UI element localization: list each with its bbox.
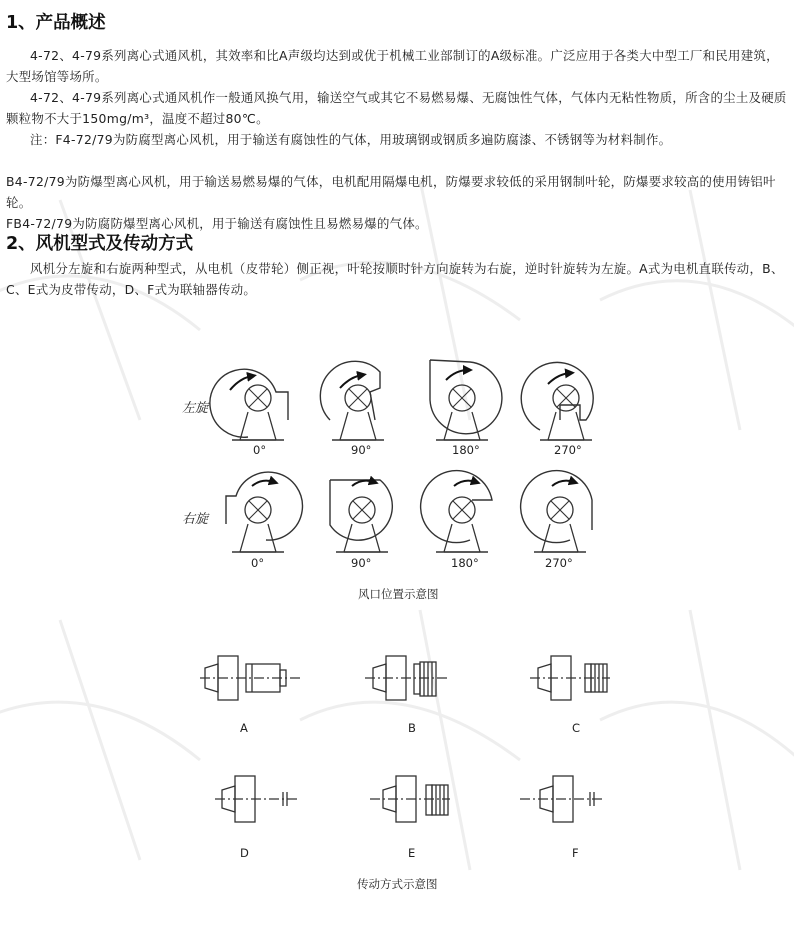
section-1-paragraph-2: 4-72、4-79系列离心式通风机作一般通风换气用，输送空气或其它不易燃易爆、无腐蚀性气体，气体内无粘性物质，所含的尘土及硬质颗粒物不大于150mg/m³，温度不超过80℃。 <box>6 90 787 126</box>
drive-label-a: A <box>240 721 248 735</box>
angle-label-left-90: 90° <box>351 443 372 457</box>
drive-e <box>370 776 450 822</box>
drive-f <box>520 776 605 822</box>
angle-label-left-180: 180° <box>452 443 480 457</box>
drive-label-e: E <box>408 846 416 860</box>
drive-label-b: B <box>408 721 416 735</box>
angle-label-right-0: 0° <box>251 556 265 570</box>
left-rotation-label: 左旋 <box>182 401 209 416</box>
right-rotation-label: 右旋 <box>182 512 209 527</box>
section-2-title: 2、风机型式及传动方式 <box>6 234 194 254</box>
drive-a <box>200 656 300 700</box>
drive-c <box>530 656 610 700</box>
section-1-note-fb: FB4-72/79为防腐防爆型离心风机，用于输送有腐蚀性且易燃易爆的气体。 <box>6 216 428 231</box>
drive-diagram-caption: 传动方式示意图 <box>357 877 438 891</box>
drive-label-f: F <box>572 846 579 860</box>
drive-d <box>215 776 300 822</box>
section-1-paragraph-1: 4-72、4-79系列离心式通风机，其效率和比A声级均达到或优于机械工业部制订的A级标准。广泛应用于各类大中型工厂和民用建筑，大型场馆等场所。 <box>6 48 779 84</box>
drive-label-c: C <box>572 721 581 735</box>
angle-label-left-0: 0° <box>253 443 267 457</box>
outlet-diagram-caption: 风口位置示意图 <box>358 587 439 601</box>
angle-label-right-270: 270° <box>545 556 573 570</box>
section-1-note-f: 注：F4-72/79为防腐型离心风机，用于输送有腐蚀性的气体，用玻璃钢或钢质多遍防腐漆、不锈钢等为材料制作。 <box>30 132 672 147</box>
drive-b <box>365 656 448 700</box>
section-1-note-b: B4-72/79为防爆型离心风机，用于输送易燃易爆的气体，电机配用隔爆电机，防爆要求较低的采用钢制叶轮，防爆要求较高的使用铸铝叶轮。 <box>6 174 776 210</box>
angle-label-right-90: 90° <box>351 556 372 570</box>
drive-label-d: D <box>240 846 249 860</box>
section-2-paragraph: 风机分左旋和右旋两种型式，从电机（皮带轮）侧正视，叶轮按顺时针方向旋转为右旋，逆时针旋转为左旋。A式为电机直联传动，B、C、E式为皮带传动，D、F式为联轴器传动。 <box>6 261 784 297</box>
angle-label-right-180: 180° <box>451 556 479 570</box>
section-1-title: 1、产品概述 <box>6 13 106 33</box>
angle-label-left-270: 270° <box>554 443 582 457</box>
